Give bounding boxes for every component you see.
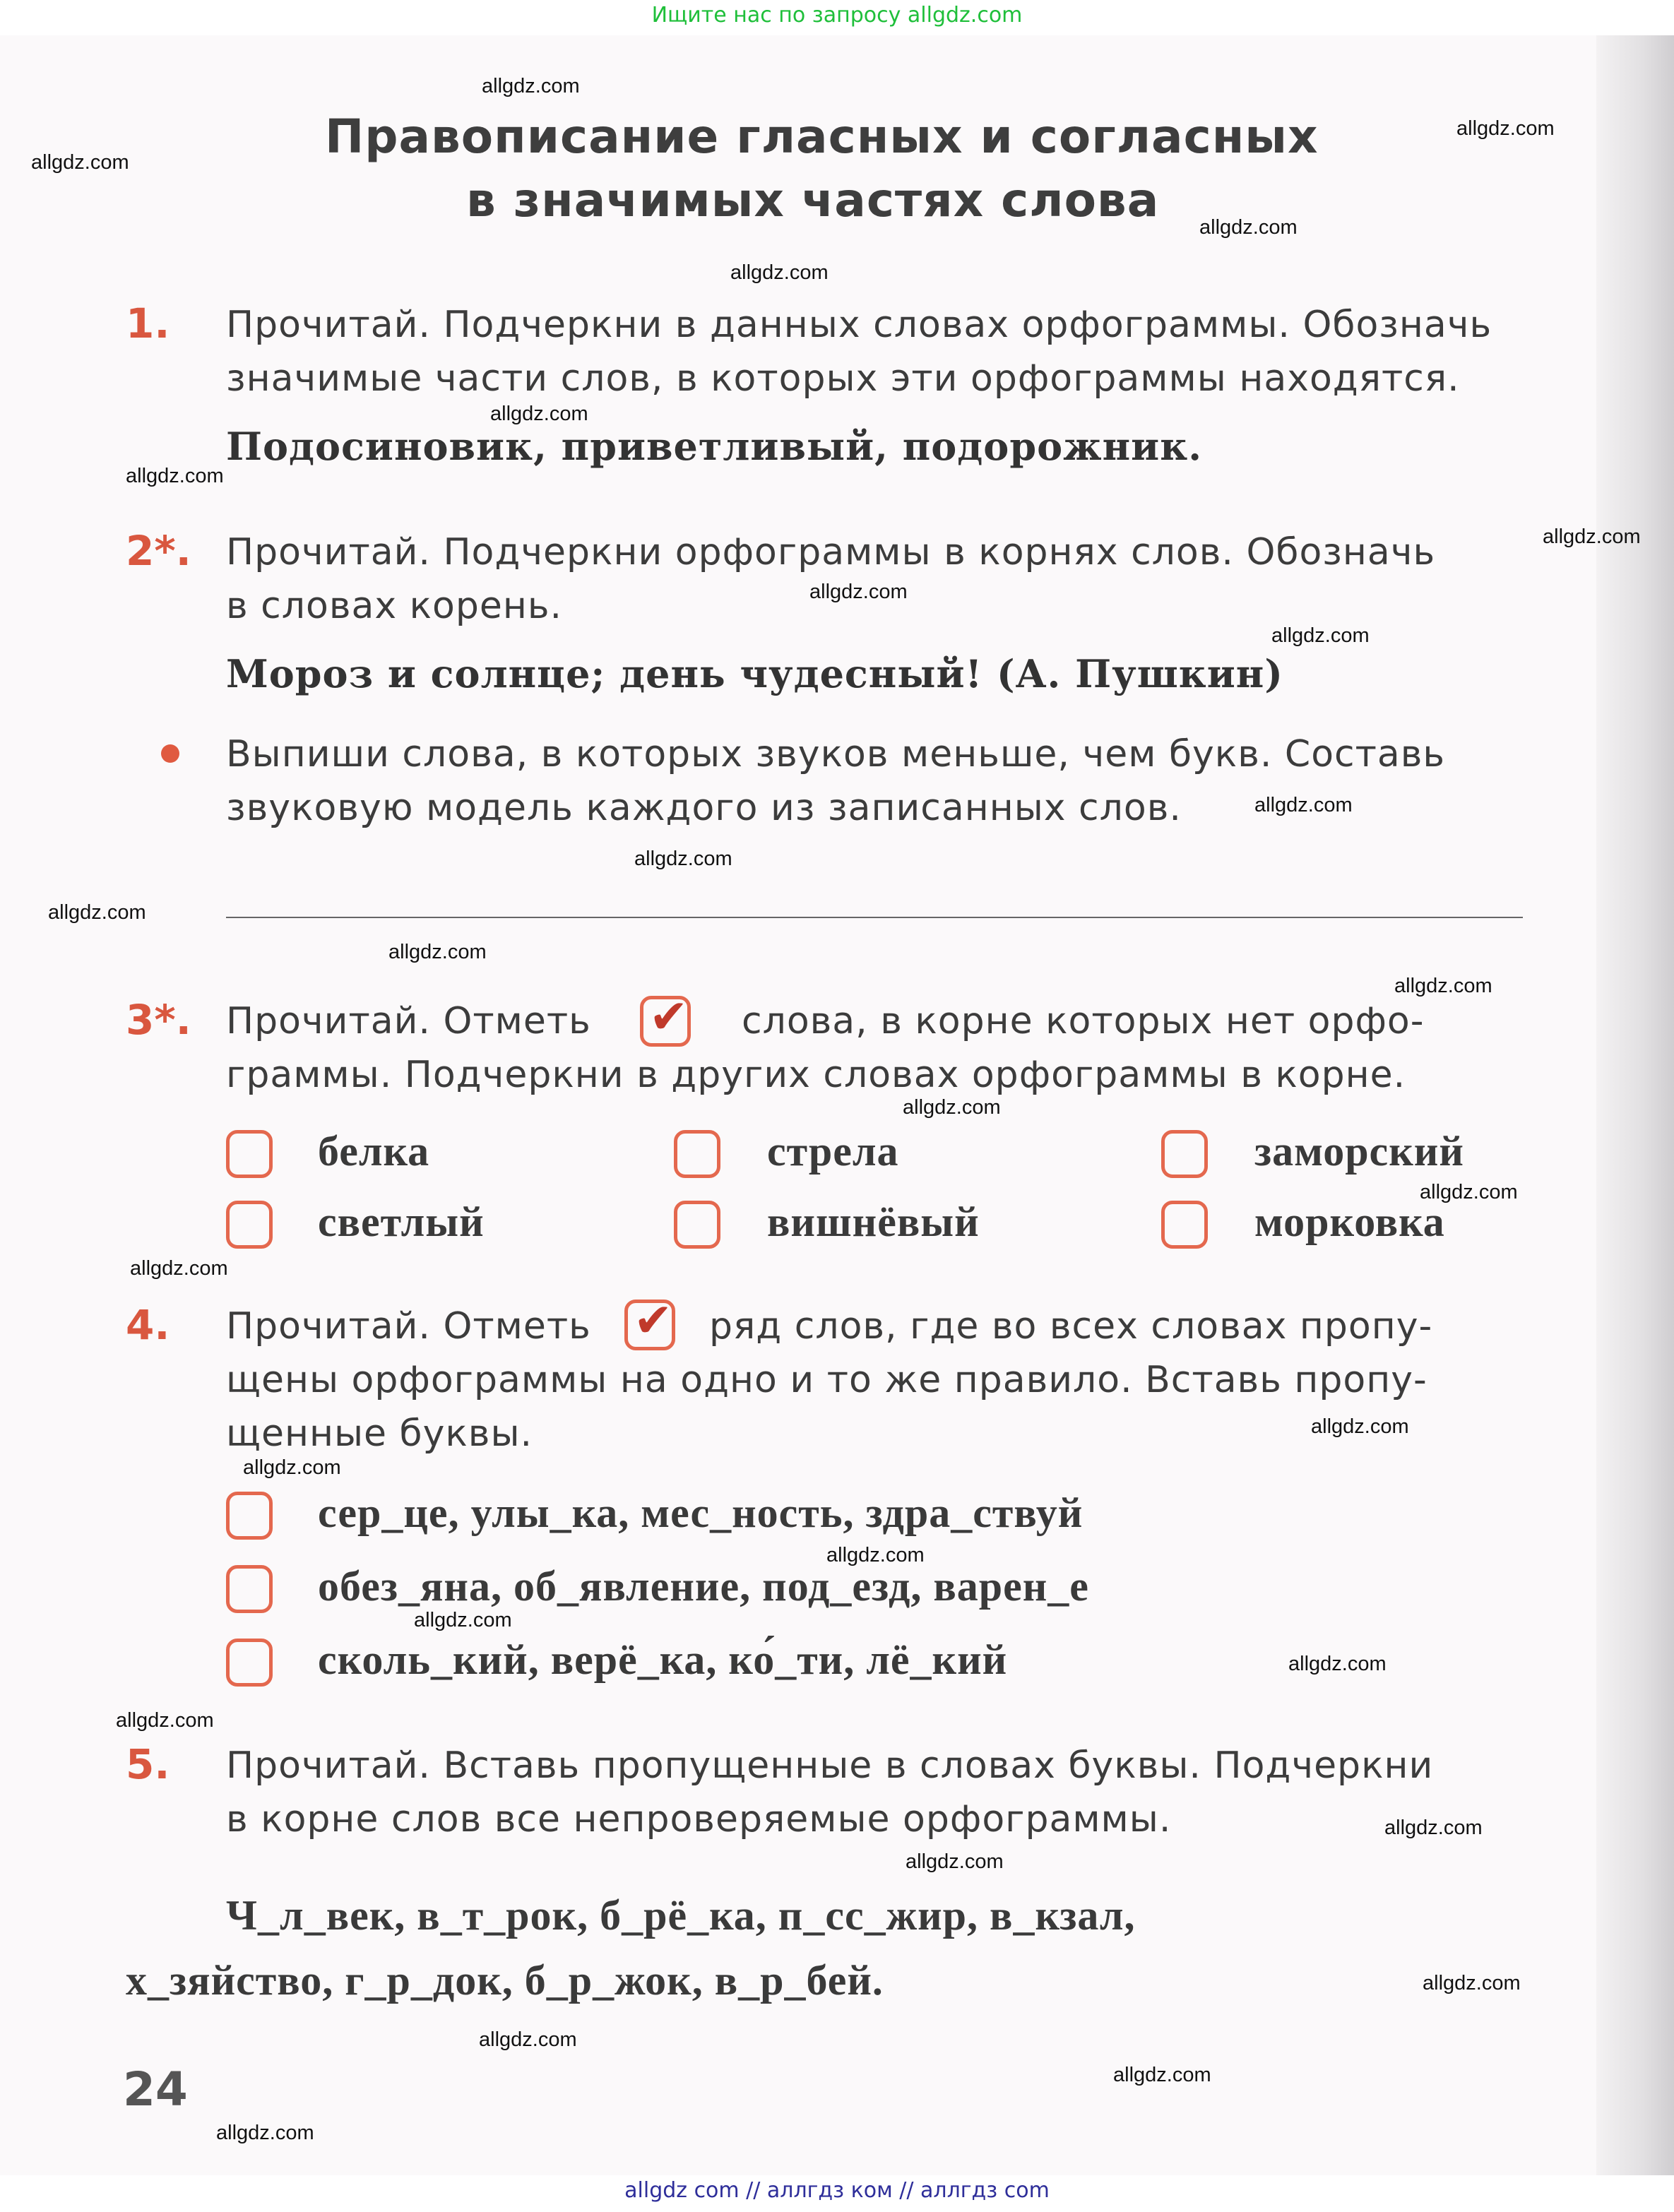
watermark: allgdz.com bbox=[906, 1850, 1004, 1873]
task1-example: Подосиновик, приветливый, подорожник. bbox=[226, 424, 1202, 469]
footer-links[interactable]: allgdz com // аллгдз ком // аллгдз com bbox=[624, 2178, 1050, 2203]
page-title-line1: Правописание гласных и согласных bbox=[325, 109, 1319, 164]
task5-example-line2: х_зяйство, г_р_док, б_р_жок, в_р_бей. bbox=[126, 1957, 884, 2004]
watermark: allgdz.com bbox=[126, 465, 224, 487]
task4-text-line2: щены орфограммы на одно и то же правило. Вставь пропу- bbox=[226, 1359, 1427, 1401]
watermark: allgdz.com bbox=[116, 1709, 214, 1732]
checkbox-row-3[interactable] bbox=[226, 1639, 273, 1687]
option-row: обез_яна, об_явление, под_езд, варен_е bbox=[318, 1563, 1089, 1610]
option-word: заморский bbox=[1254, 1128, 1464, 1175]
watermark: allgdz.com bbox=[1420, 1181, 1518, 1203]
checkbox-strela[interactable] bbox=[674, 1130, 720, 1178]
watermark: allgdz.com bbox=[1113, 2064, 1211, 2086]
watermark: allgdz.com bbox=[388, 941, 487, 963]
task5-text-line2: в корне слов все непроверяемые орфограммы. bbox=[226, 1798, 1172, 1841]
watermark: allgdz.com bbox=[243, 1456, 341, 1479]
watermark: allgdz.com bbox=[1543, 525, 1641, 548]
watermark: allgdz.com bbox=[1423, 1972, 1521, 1994]
option-word: морковка bbox=[1254, 1199, 1445, 1245]
watermark: allgdz.com bbox=[1254, 794, 1353, 816]
task3-text-line1a: Прочитай. Отметь bbox=[226, 1000, 591, 1042]
task3-text-line1b: слова, в корне которых нет орфо- bbox=[742, 1000, 1425, 1042]
checkbox-zamorskiy[interactable] bbox=[1161, 1130, 1208, 1178]
task5-number: 5. bbox=[126, 1740, 170, 1788]
watermark: allgdz.com bbox=[490, 403, 588, 425]
task2-bullet-line2: звуковую модель каждого из записанных слов. bbox=[226, 787, 1182, 829]
watermark: allgdz.com bbox=[1394, 975, 1492, 997]
task2-text-line2: в словах корень. bbox=[226, 585, 563, 627]
checkbox-svetlyy[interactable] bbox=[226, 1201, 273, 1249]
task2-number: 2*. bbox=[126, 527, 191, 575]
watermark: allgdz.com bbox=[130, 1257, 228, 1280]
task2-bullet-line1: Выпиши слова, в которых звуков меньше, чем букв. Составь bbox=[226, 733, 1446, 775]
checkbox-vishnevyy[interactable] bbox=[674, 1201, 720, 1249]
option-word: светлый bbox=[318, 1199, 485, 1245]
watermark: allgdz.com bbox=[482, 75, 580, 97]
task2-example: Мороз и солнце; день чудесный! (А. Пушкин) bbox=[226, 651, 1283, 696]
checkmark-icon: ✔ bbox=[634, 1293, 673, 1348]
watermark: allgdz.com bbox=[903, 1096, 1001, 1119]
option-row: сколь_кий, верё_ка, ко́_ти, лё_кий bbox=[318, 1636, 1008, 1683]
page-title-line2: в значимых частях слова bbox=[466, 173, 1160, 227]
watermark: allgdz.com bbox=[826, 1544, 925, 1566]
checkbox-belka[interactable] bbox=[226, 1130, 273, 1178]
answer-line[interactable] bbox=[226, 917, 1523, 918]
checkmark-icon: ✔ bbox=[649, 989, 689, 1044]
watermark: allgdz.com bbox=[31, 151, 129, 174]
watermark: allgdz.com bbox=[634, 848, 732, 870]
watermark: allgdz.com bbox=[730, 261, 829, 284]
task4-text-line3: щенные буквы. bbox=[226, 1413, 533, 1455]
task5-example-line1: Ч_л_век, в_т_рок, б_рё_ка, п_сс_жир, в_кзал, bbox=[226, 1892, 1136, 1939]
task1-text-line2: значимые части слов, в которых эти орфограммы находятся. bbox=[226, 357, 1460, 400]
watermark: allgdz.com bbox=[1384, 1816, 1483, 1839]
watermark: allgdz.com bbox=[809, 581, 908, 603]
checkmark-sample-box bbox=[624, 1293, 675, 1350]
task4-number: 4. bbox=[126, 1301, 170, 1349]
watermark: allgdz.com bbox=[1271, 624, 1370, 647]
watermark: allgdz.com bbox=[1311, 1415, 1409, 1438]
task3-text-line2: граммы. Подчеркни в других словах орфограммы в корне. bbox=[226, 1054, 1406, 1096]
task5-text-line1: Прочитай. Вставь пропущенные в словах буквы. Подчеркни bbox=[226, 1744, 1434, 1787]
watermark: allgdz.com bbox=[1288, 1653, 1387, 1675]
watermark: allgdz.com bbox=[414, 1609, 512, 1631]
task2-text-line1: Прочитай. Подчеркни орфограммы в корнях слов. Обозначь bbox=[226, 531, 1436, 573]
workbook-page bbox=[0, 35, 1625, 2175]
watermark: allgdz.com bbox=[479, 2028, 577, 2051]
task3-number: 3*. bbox=[126, 996, 191, 1044]
checkbox-row-2[interactable] bbox=[226, 1565, 273, 1613]
watermark: allgdz.com bbox=[1199, 216, 1298, 239]
top-banner[interactable]: Ищите нас по запросу allgdz.com bbox=[651, 3, 1023, 28]
option-word: белка bbox=[318, 1128, 430, 1175]
task4-text-line1b: ряд слов, где во всех словах пропу- bbox=[709, 1305, 1433, 1348]
checkmark-sample-box bbox=[640, 989, 691, 1047]
watermark: allgdz.com bbox=[48, 901, 146, 924]
option-word: вишнёвый bbox=[767, 1199, 980, 1245]
watermark: allgdz.com bbox=[216, 2122, 314, 2144]
task4-text-line1a: Прочитай. Отметь bbox=[226, 1305, 591, 1348]
option-row: сер_це, улы_ка, мес_ность, здра_ствуй bbox=[318, 1489, 1084, 1536]
option-word: стрела bbox=[767, 1128, 899, 1175]
task1-number: 1. bbox=[126, 299, 170, 347]
checkbox-morkovka[interactable] bbox=[1161, 1201, 1208, 1249]
watermark: allgdz.com bbox=[1456, 117, 1555, 140]
page-number: 24 bbox=[123, 2062, 188, 2117]
page-spine-shadow bbox=[1596, 35, 1674, 2175]
checkbox-row-1[interactable] bbox=[226, 1492, 273, 1540]
task1-text-line1: Прочитай. Подчеркни в данных словах орфограммы. Обозначь bbox=[226, 304, 1492, 346]
bullet-icon bbox=[161, 744, 179, 763]
